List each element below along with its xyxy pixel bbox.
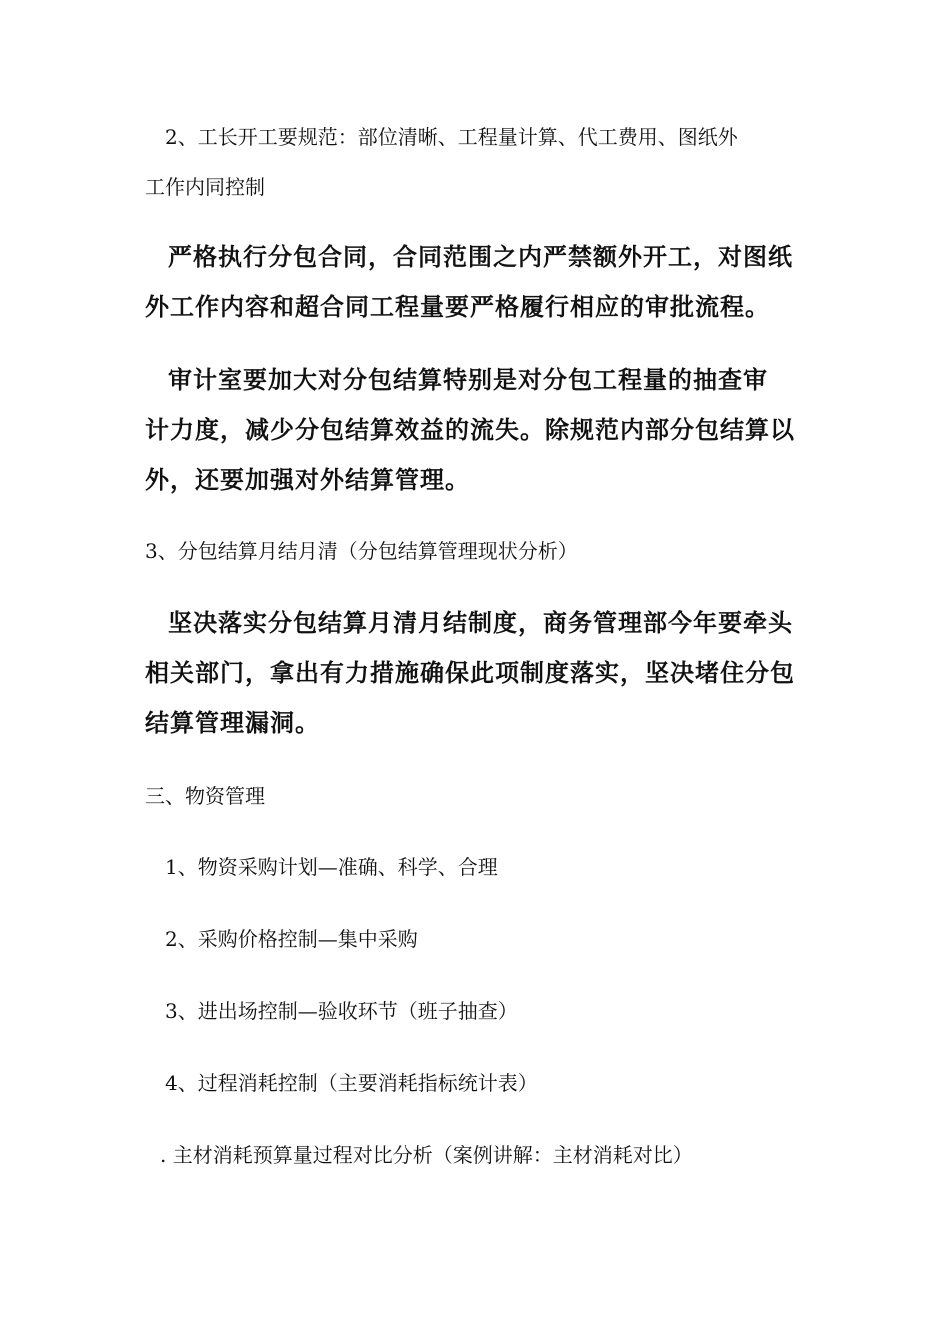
- materials-item-1: 1、物资采购计划—准确、科学、合理: [165, 855, 498, 879]
- materials-item-4: 4、过程消耗控制（主要消耗指标统计表）: [165, 1071, 538, 1095]
- paragraph-audit-line-2: 计力度，减少分包结算效益的流失。除规范内部分包结算以: [145, 416, 795, 444]
- paragraph-contract-line-1: 严格执行分包合同，合同范围之内严禁额外开工，对图纸: [168, 243, 793, 271]
- materials-item-5: . 主材消耗预算量过程对比分析（案例讲解：主材消耗对比）: [160, 1143, 693, 1167]
- paragraph-contract-line-2: 外工作内容和超合同工程量要严格履行相应的审批流程。: [145, 293, 770, 321]
- item-2-line-2: 工作内同控制: [145, 175, 265, 199]
- paragraph-audit-line-1: 审计室要加大对分包结算特别是对分包工程量的抽查审: [168, 366, 768, 394]
- section-3-heading: 三、物资管理: [145, 784, 265, 808]
- paragraph-settlement-line-1: 坚决落实分包结算月清月结制度，商务管理部今年要牵头: [168, 609, 793, 637]
- paragraph-settlement-line-2: 相关部门，拿出有力措施确保此项制度落实，坚决堵住分包: [145, 659, 795, 687]
- paragraph-settlement-line-3: 结算管理漏洞。: [145, 709, 320, 737]
- item-2-line-1: 2、工长开工要规范：部位清晰、工程量计算、代工费用、图纸外: [165, 125, 738, 149]
- materials-item-3: 3、进出场控制—验收环节（班子抽查）: [165, 999, 518, 1023]
- item-3-heading: 3、分包结算月结月清（分包结算管理现状分析）: [145, 539, 578, 563]
- paragraph-audit-line-3: 外，还要加强对外结算管理。: [145, 466, 470, 494]
- materials-item-2: 2、采购价格控制—集中采购: [165, 927, 418, 951]
